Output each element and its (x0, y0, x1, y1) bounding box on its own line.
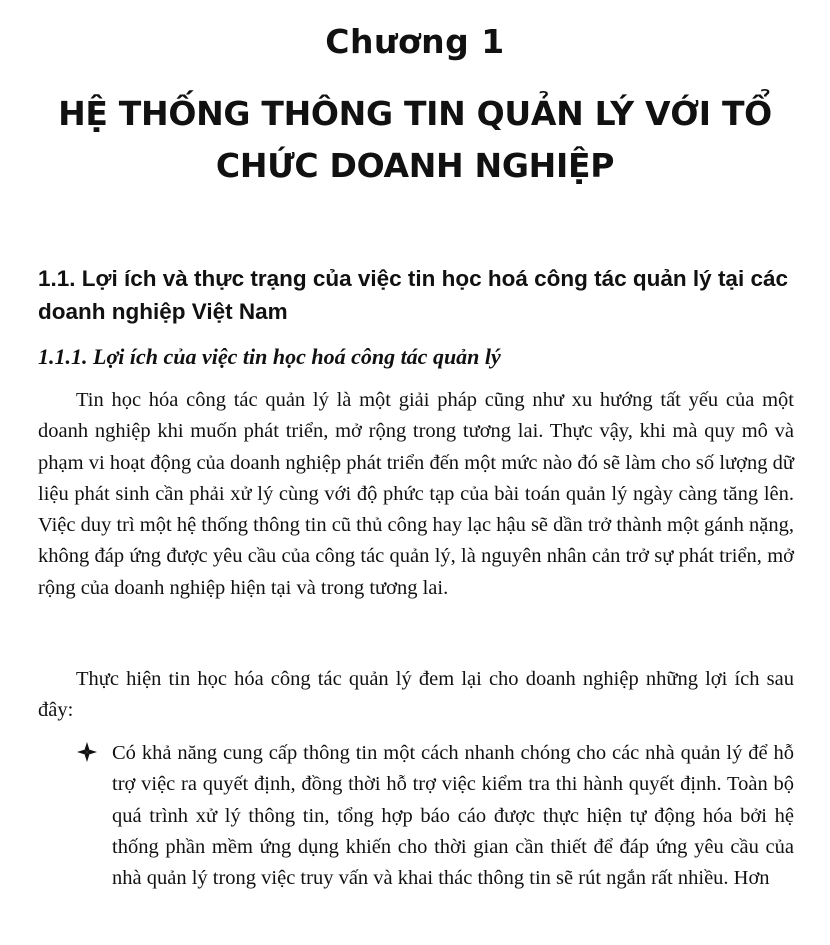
section-heading: 1.1. Lợi ích và thực trạng của việc tin học hoá công tác quản lý tại các doanh nghiệp Việt Nam (38, 266, 788, 324)
paragraph: Tin học hóa công tác quản lý là một giải pháp cũng như xu hướng tất yếu của một doanh nghiệp khi muốn phát triển, mở rộng trong tương lai. Thực vậy, khi mà quy mô và phạm vi hoạt động của doanh nghiệp phát triển đến một mức nào đó sẽ làm cho số lượng dữ liệu phát sinh cần phải xử lý cùng với độ phức tạp của bài toán quản lý ngày càng tăng lên. Việc duy trì một hệ thống thông tin cũ thủ công hay lạc hậu sẽ dần trở thành một gánh nặng, không đáp ứng được yêu cầu của công tác quản lý, là nguyên nhân cản trở sự phát triển, mở rộng của doanh nghiệp hiện tại và trong tương lai. (38, 389, 794, 599)
subsection-heading: 1.1.1. Lợi ích của việc tin học hoá công tác quản lý (38, 344, 501, 369)
diamond-bullet-icon (76, 741, 98, 763)
chapter-label: Chương 1 (325, 22, 505, 61)
chapter-title: HỆ THỐNG THÔNG TIN QUẢN LÝ VỚI TỔ CHỨC DOANH NGHIỆP (58, 94, 772, 185)
paragraph: Thực hiện tin học hóa công tác quản lý đem lại cho doanh nghiệp những lợi ích sau đây: (38, 668, 794, 722)
bullet-text: Có khả năng cung cấp thông tin một cách nhanh chóng cho các nhà quản lý để hỗ trợ việc ra quyết định, đồng thời hỗ trợ việc kiểm tra thi hành quyết định. Toàn bộ quá trình xử lý thông tin, tổng hợp báo cáo được thực hiện tự động hóa bởi hệ thống phần mềm ứng dụng khiến cho thời gian cần thiết để đáp ứng yêu cầu của nhà quản lý trong việc truy vấn và khai thác thông tin sẽ rút ngắn rất nhiều. Hơn (112, 742, 794, 890)
